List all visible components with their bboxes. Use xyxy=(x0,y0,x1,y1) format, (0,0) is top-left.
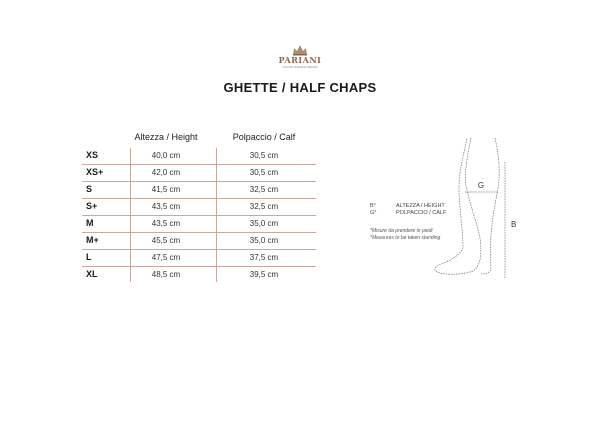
table-row xyxy=(82,233,316,250)
calf-value: 39,5 cm xyxy=(249,270,279,279)
calf-value: 30,5 cm xyxy=(249,168,279,177)
legend-label: ALTEZZA / HEIGHT xyxy=(396,203,445,209)
label-g: G xyxy=(477,181,485,190)
size-label: S+ xyxy=(86,201,98,211)
table-row xyxy=(82,165,316,182)
calf-value: 32,5 cm xyxy=(249,185,279,194)
calf-value: 35,0 cm xyxy=(249,236,279,245)
table-row xyxy=(82,250,316,267)
height-value: 43,5 cm xyxy=(151,219,181,228)
size-label: XS xyxy=(86,150,99,160)
size-label: XS+ xyxy=(86,167,104,177)
leg-diagram xyxy=(425,128,525,288)
header-calf: Polpaccio / Calf xyxy=(232,132,296,142)
table-row xyxy=(82,216,316,233)
legend-key: B° xyxy=(370,203,376,209)
height-value: 40,0 cm xyxy=(151,151,181,160)
brand-name: PARIANI xyxy=(278,55,322,65)
height-value: 48,5 cm xyxy=(151,270,181,279)
size-label: M xyxy=(86,218,94,228)
brand-tagline: ITALIAN SADDLE MAKER xyxy=(282,65,318,69)
size-label: L xyxy=(86,252,92,262)
calf-value: 35,0 cm xyxy=(249,219,279,228)
note-line-it: *Misure da prendere in piedi xyxy=(370,228,433,234)
header-height: Altezza / Height xyxy=(134,132,198,142)
brand-logo xyxy=(270,44,330,74)
note-line-en: *Measures to be taken standing xyxy=(370,234,441,241)
leg-outline xyxy=(435,138,481,274)
leg-outline-back xyxy=(481,138,499,274)
height-value: 45,5 cm xyxy=(151,236,181,245)
height-value: 47,5 cm xyxy=(151,253,181,262)
legend-key: G° xyxy=(370,210,377,216)
calf-value: 32,5 cm xyxy=(249,202,279,211)
table-row xyxy=(82,199,316,216)
label-b: B xyxy=(511,220,517,229)
table-row xyxy=(82,148,316,165)
size-label: S xyxy=(86,184,93,194)
page-title: GHETTE / HALF CHAPS xyxy=(223,80,377,95)
size-label: M+ xyxy=(86,235,99,245)
size-label: XL xyxy=(86,269,98,279)
height-value: 42,0 cm xyxy=(151,168,181,177)
height-value: 43,5 cm xyxy=(151,202,181,211)
legend-label: POLPACCIO / CALF xyxy=(396,210,447,216)
calf-value: 37,5 cm xyxy=(249,253,279,262)
height-value: 41,5 cm xyxy=(151,185,181,194)
calf-value: 30,5 cm xyxy=(249,151,279,160)
table-row xyxy=(82,182,316,199)
table-row xyxy=(82,267,316,284)
